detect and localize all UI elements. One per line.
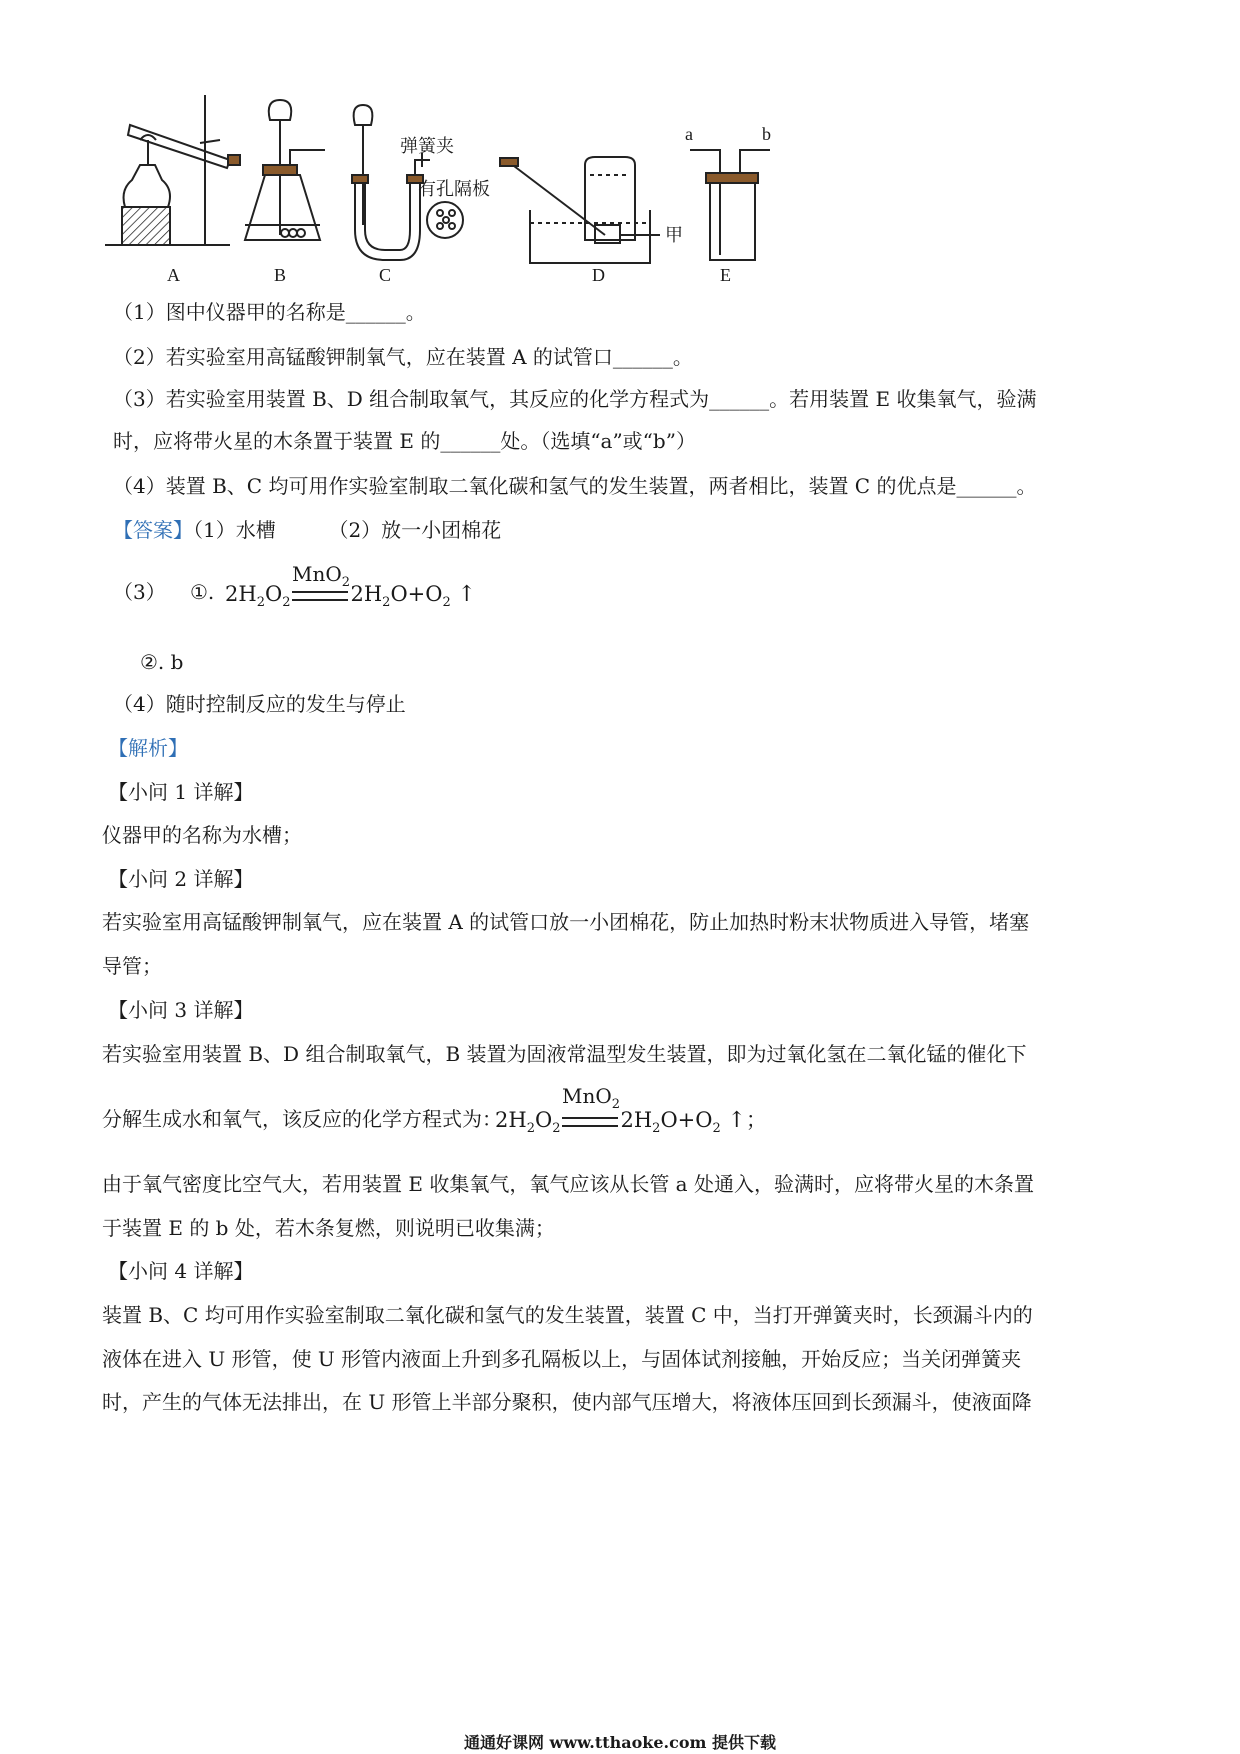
answer-tag: 【答案】 <box>113 518 193 542</box>
question-4: （4）装置 B、C 均可用作实验室制取二氧化碳和氢气的发生装置，两者相比，装置 C 的优点是______。 <box>113 474 1037 498</box>
q1-head: 【小问 1 详解】 <box>108 780 254 804</box>
annot-plate: 有孔隔板 <box>418 179 490 199</box>
annot-a: a <box>685 124 693 144</box>
q3-head: 【小问 3 详解】 <box>108 998 254 1022</box>
q3-body2-prefix: 分解生成水和氧气，该反应的化学方程式为： <box>102 1107 502 1131</box>
catalyst-label-2: MnO <box>562 1084 612 1108</box>
answer-1: （1）水槽 <box>193 518 276 542</box>
answer-row <box>113 518 501 542</box>
q3-body3: 由于氧气密度比空气大，若用装置 E 收集氧气，氧气应该从长管 a 处通入，验满时，应将带火星的木条置 <box>102 1172 1034 1196</box>
footer-source: 通通好课网 www.tthaoke.com 提供下载 <box>463 1733 777 1752</box>
catalyst-label: MnO <box>292 562 342 586</box>
q2-body2: 导管； <box>102 954 162 978</box>
question-1: （1）图中仪器甲的名称是______。 <box>113 300 426 324</box>
annot-b: b <box>762 124 771 144</box>
analysis-tag: 【解析】 <box>108 736 188 760</box>
answer-3-prefix: （3） <box>113 580 166 604</box>
question-2: （2）若实验室用高锰酸钾制氧气，应在装置 A 的试管口______。 <box>113 345 693 369</box>
label-E: E <box>720 265 731 285</box>
label-B: B <box>274 265 287 285</box>
q2-body1: 若实验室用高锰酸钾制氧气，应在装置 A 的试管口放一小团棉花，防止加热时粉末状物质进入导管，堵塞 <box>102 910 1030 934</box>
answer-2: （2）放一小团棉花 <box>328 518 502 542</box>
q4-body3: 时，产生的气体无法排出，在 U 形管上半部分聚积，使内部气压增大，将液体压回到长颈漏斗，使液面降 <box>102 1390 1032 1414</box>
label-D: D <box>592 265 605 285</box>
annot-clamp: 弹簧夹 <box>400 136 454 156</box>
label-A: A <box>167 265 180 285</box>
catalyst-sub: 2 <box>341 575 351 590</box>
apparatus-figure <box>100 95 900 325</box>
catalyst-sub-2: 2 <box>611 1097 621 1112</box>
answer-3-item2: ②. b <box>140 650 184 674</box>
annot-jia: 甲 <box>665 225 683 245</box>
q4-head: 【小问 4 详解】 <box>108 1259 254 1283</box>
answer-3-item1: ①. <box>190 580 215 604</box>
q4-body1: 装置 B、C 均可用作实验室制取二氧化碳和氢气的发生装置，装置 C 中，当打开弹簧夹时，长颈漏斗内的 <box>102 1303 1033 1327</box>
q4-body2: 液体在进入 U 形管，使 U 形管内液面上升到多孔隔板以上，与固体试剂接触，开始反应；当关闭弹簧夹 <box>102 1347 1022 1371</box>
q3-body4: 于装置 E 的 b 处，若木条复燃，则说明已收集满； <box>102 1216 555 1240</box>
q1-body: 仪器甲的名称为水槽； <box>102 823 302 847</box>
question-3-line1: （3）若实验室用装置 B、D 组合制取氧气，其反应的化学方程式为______。若用装置 E 收集氧气，验满 <box>113 387 1037 411</box>
q3-body2-suffix: ； <box>745 1108 767 1132</box>
answer-4: （4）随时控制反应的发生与停止 <box>113 692 406 716</box>
q3-body1: 若实验室用装置 B、D 组合制取氧气，B 装置为固液常温型发生装置，即为过氧化氢在二氧化锰的催化下 <box>102 1042 1027 1066</box>
label-C: C <box>379 265 392 285</box>
q2-head: 【小问 2 详解】 <box>108 867 254 891</box>
question-3-line2: 时，应将带火星的木条置于装置 E 的______处。（选填“a”或“b”） <box>113 429 696 453</box>
